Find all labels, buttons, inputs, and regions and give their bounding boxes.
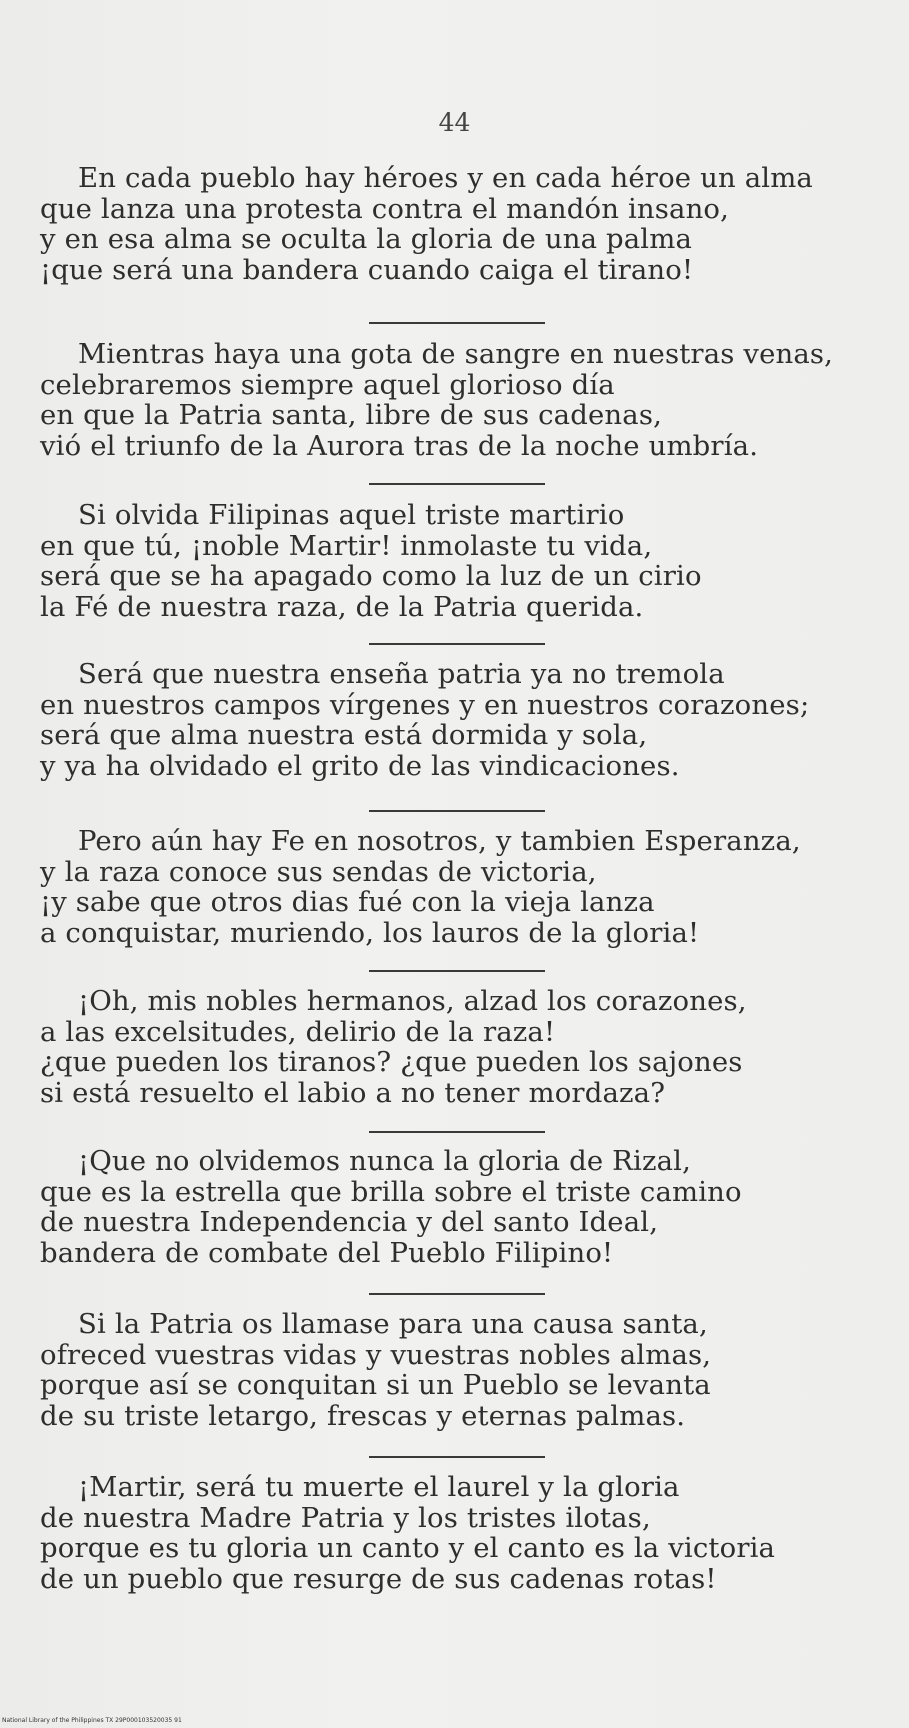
section-divider: [369, 1131, 545, 1133]
verse-line: ¿que pueden los tiranos? ¿que pueden los sajones: [40, 1046, 743, 1078]
verse-line: ¡Oh, mis nobles hermanos, alzad los corazones,: [78, 985, 747, 1017]
verse-line: y en esa alma se oculta la gloria de una palma: [40, 223, 693, 255]
verse-line: Mientras haya una gota de sangre en nuestras venas,: [78, 338, 834, 370]
verse-line: ¡Martir, será tu muerte el laurel y la gloria: [78, 1471, 680, 1503]
verse-line: si está resuelto el labio a no tener mordaza?: [40, 1076, 666, 1109]
verse-line: y ya ha olvidado el grito de las vindicaciones.: [40, 749, 680, 782]
verse-line: ¡que será una bandera cuando caiga el tirano!: [40, 253, 694, 286]
verse-line: de nuestra Independencia y del santo Ideal,: [40, 1206, 659, 1238]
stanza-9: [40, 1472, 900, 1594]
verse-line: la Fé de nuestra raza, de la Patria querida.: [40, 590, 644, 623]
section-divider: [369, 1293, 545, 1295]
stanza-3: [40, 500, 900, 622]
section-divider: [369, 322, 545, 324]
verse-line: en que tú, ¡noble Martir! inmolaste tu vida,: [40, 529, 653, 562]
verse-line: de un pueblo que resurge de sus cadenas rotas!: [40, 1562, 717, 1595]
stanza-2: [40, 339, 900, 461]
stanza-8: [40, 1309, 900, 1431]
section-divider: [369, 970, 545, 972]
verse-line: ofreced vuestras vidas y vuestras nobles almas,: [40, 1338, 712, 1371]
verse-line: ¡y sabe que otros dias fué con la vieja lanza: [40, 886, 655, 918]
section-divider: [369, 643, 545, 645]
verse-line: a las excelsitudes, delirio de la raza!: [40, 1015, 556, 1048]
stanza-5: [40, 826, 900, 948]
verse-line: de nuestra Madre Patria y los tristes ilotas,: [40, 1501, 651, 1534]
verse-line: en que la Patria santa, libre de sus cadenas,: [40, 399, 662, 431]
verse-line: será que se ha apagado como la luz de un cirio: [40, 560, 702, 592]
stanza-4: [40, 659, 900, 781]
verse-line: celebraremos siempre aquel glorioso día: [40, 368, 615, 401]
verse-line: que lanza una protesta contra el mandón insano,: [40, 192, 730, 225]
scan-footer-credit: National Library of the Philippines TX 29P000103520035 91: [2, 1717, 182, 1724]
verse-line: Será que nuestra enseña patria ya no tremola: [78, 658, 725, 690]
verse-line: a conquistar, muriendo, los lauros de la gloria!: [40, 916, 700, 949]
stanza-1: [40, 163, 900, 285]
verse-line: porque así se conquitan si un Pueblo se levanta: [40, 1369, 711, 1401]
section-divider: [369, 810, 545, 812]
section-divider: [369, 1456, 545, 1458]
verse-line: porque es tu gloria un canto y el canto es la victoria: [40, 1532, 776, 1564]
section-divider: [369, 483, 545, 485]
verse-line: en nuestros campos vírgenes y en nuestros corazones;: [40, 688, 810, 721]
verse-line: será que alma nuestra está dormida y sola,: [40, 719, 648, 751]
stanza-6: [40, 986, 900, 1108]
stanza-7: [40, 1146, 900, 1268]
verse-line: Pero aún hay Fe en nosotros, y tambien Esperanza,: [78, 825, 801, 857]
verse-line: Si olvida Filipinas aquel triste martirio: [78, 499, 625, 531]
verse-line: Si la Patria os llamase para una causa santa,: [78, 1308, 708, 1340]
verse-line: que es la estrella que brilla sobre el triste camino: [40, 1175, 742, 1208]
page-number: 44: [438, 108, 471, 137]
verse-line: vió el triunfo de la Aurora tras de la noche umbría.: [40, 429, 759, 462]
verse-line: En cada pueblo hay héroes y en cada héroe un alma: [78, 162, 813, 194]
verse-line: y la raza conoce sus sendas de victoria,: [40, 855, 597, 888]
verse-line: de su triste letargo, frescas y eternas palmas.: [40, 1399, 686, 1432]
verse-line: ¡Que no olvidemos nunca la gloria de Rizal,: [78, 1145, 692, 1177]
verse-line: bandera de combate del Pueblo Filipino!: [40, 1236, 614, 1269]
